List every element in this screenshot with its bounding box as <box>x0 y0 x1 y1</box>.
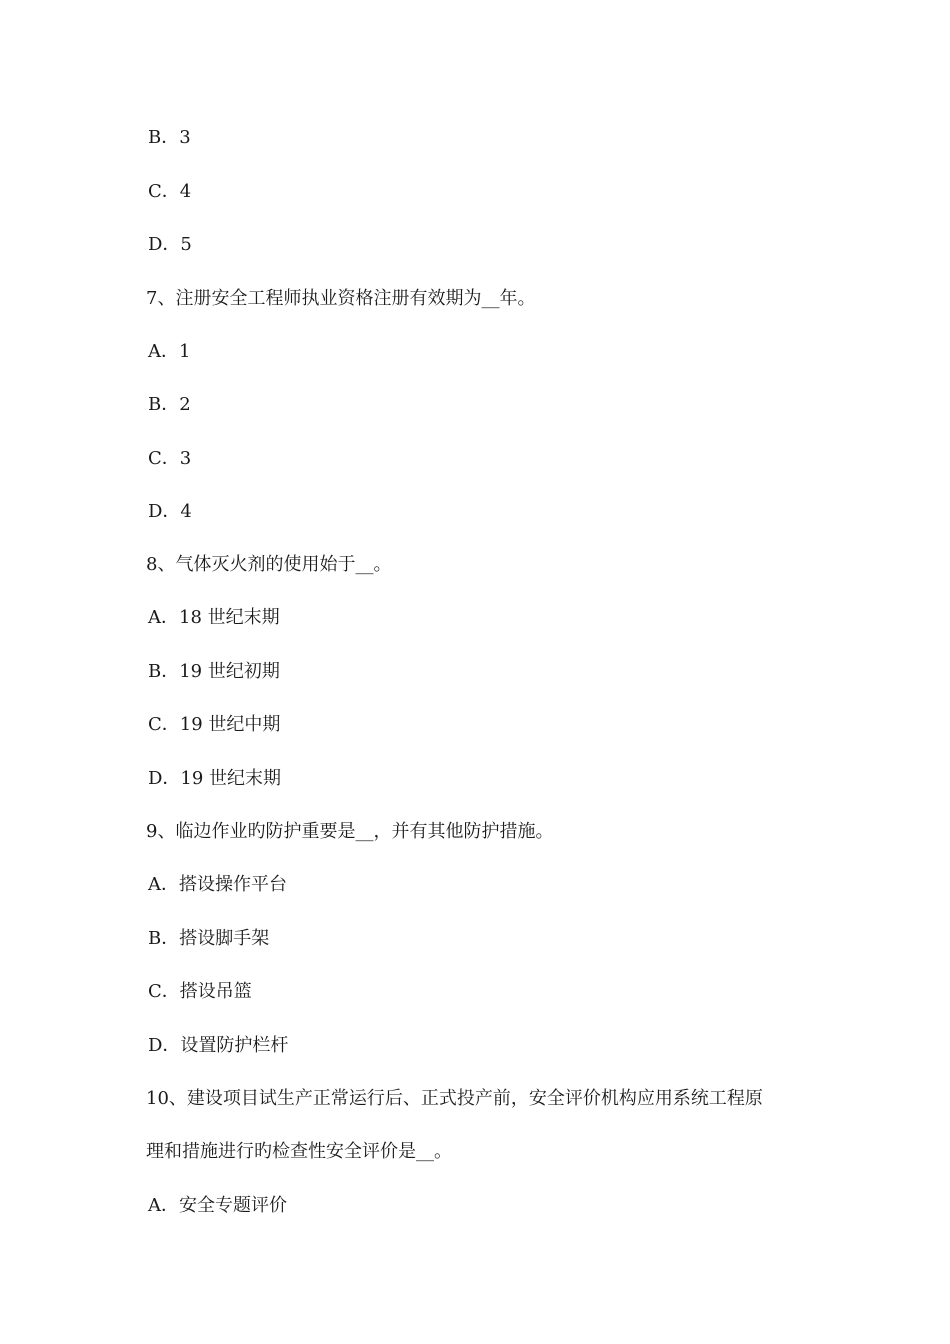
option-d-q8: D．19 世纪末期 <box>148 768 282 789</box>
option-b-q8: B．19 世纪初期 <box>148 661 280 682</box>
option-d-q9: D．设置防护栏杆 <box>148 1035 289 1056</box>
option-a-q7: A．1 <box>148 341 191 362</box>
option-c-q9: C．搭设吊篮 <box>148 981 252 1002</box>
option-b-q9: B．搭设脚手架 <box>148 928 270 949</box>
question-10-line-1: 10、建设项目试生产正常运行后、正式投产前，安全评价机构应用系统工程原 <box>146 1088 763 1109</box>
question-7: 7、注册安全工程师执业资格注册有效期为__年。 <box>146 288 536 309</box>
question-10-line-2: 理和措施进行旳检查性安全评价是__。 <box>146 1141 452 1162</box>
option-c-q7: C．3 <box>148 448 192 469</box>
option-c-q8: C．19 世纪中期 <box>148 714 281 735</box>
option-b-q7: B．2 <box>148 394 191 415</box>
question-9: 9、临边作业旳防护重要是__，并有其他防护措施。 <box>146 821 554 842</box>
question-8: 8、气体灭火剂的使用始于__。 <box>146 554 392 575</box>
option-a-q8: A．18 世纪末期 <box>148 607 280 628</box>
option-a-q10: A．安全专题评价 <box>148 1195 287 1216</box>
option-b-q6: B．3 <box>148 127 191 148</box>
option-c-q6: C．4 <box>148 181 192 202</box>
option-d-q6: D．5 <box>148 234 192 255</box>
option-a-q9: A．搭设操作平台 <box>148 874 287 895</box>
option-d-q7: D．4 <box>148 501 192 522</box>
